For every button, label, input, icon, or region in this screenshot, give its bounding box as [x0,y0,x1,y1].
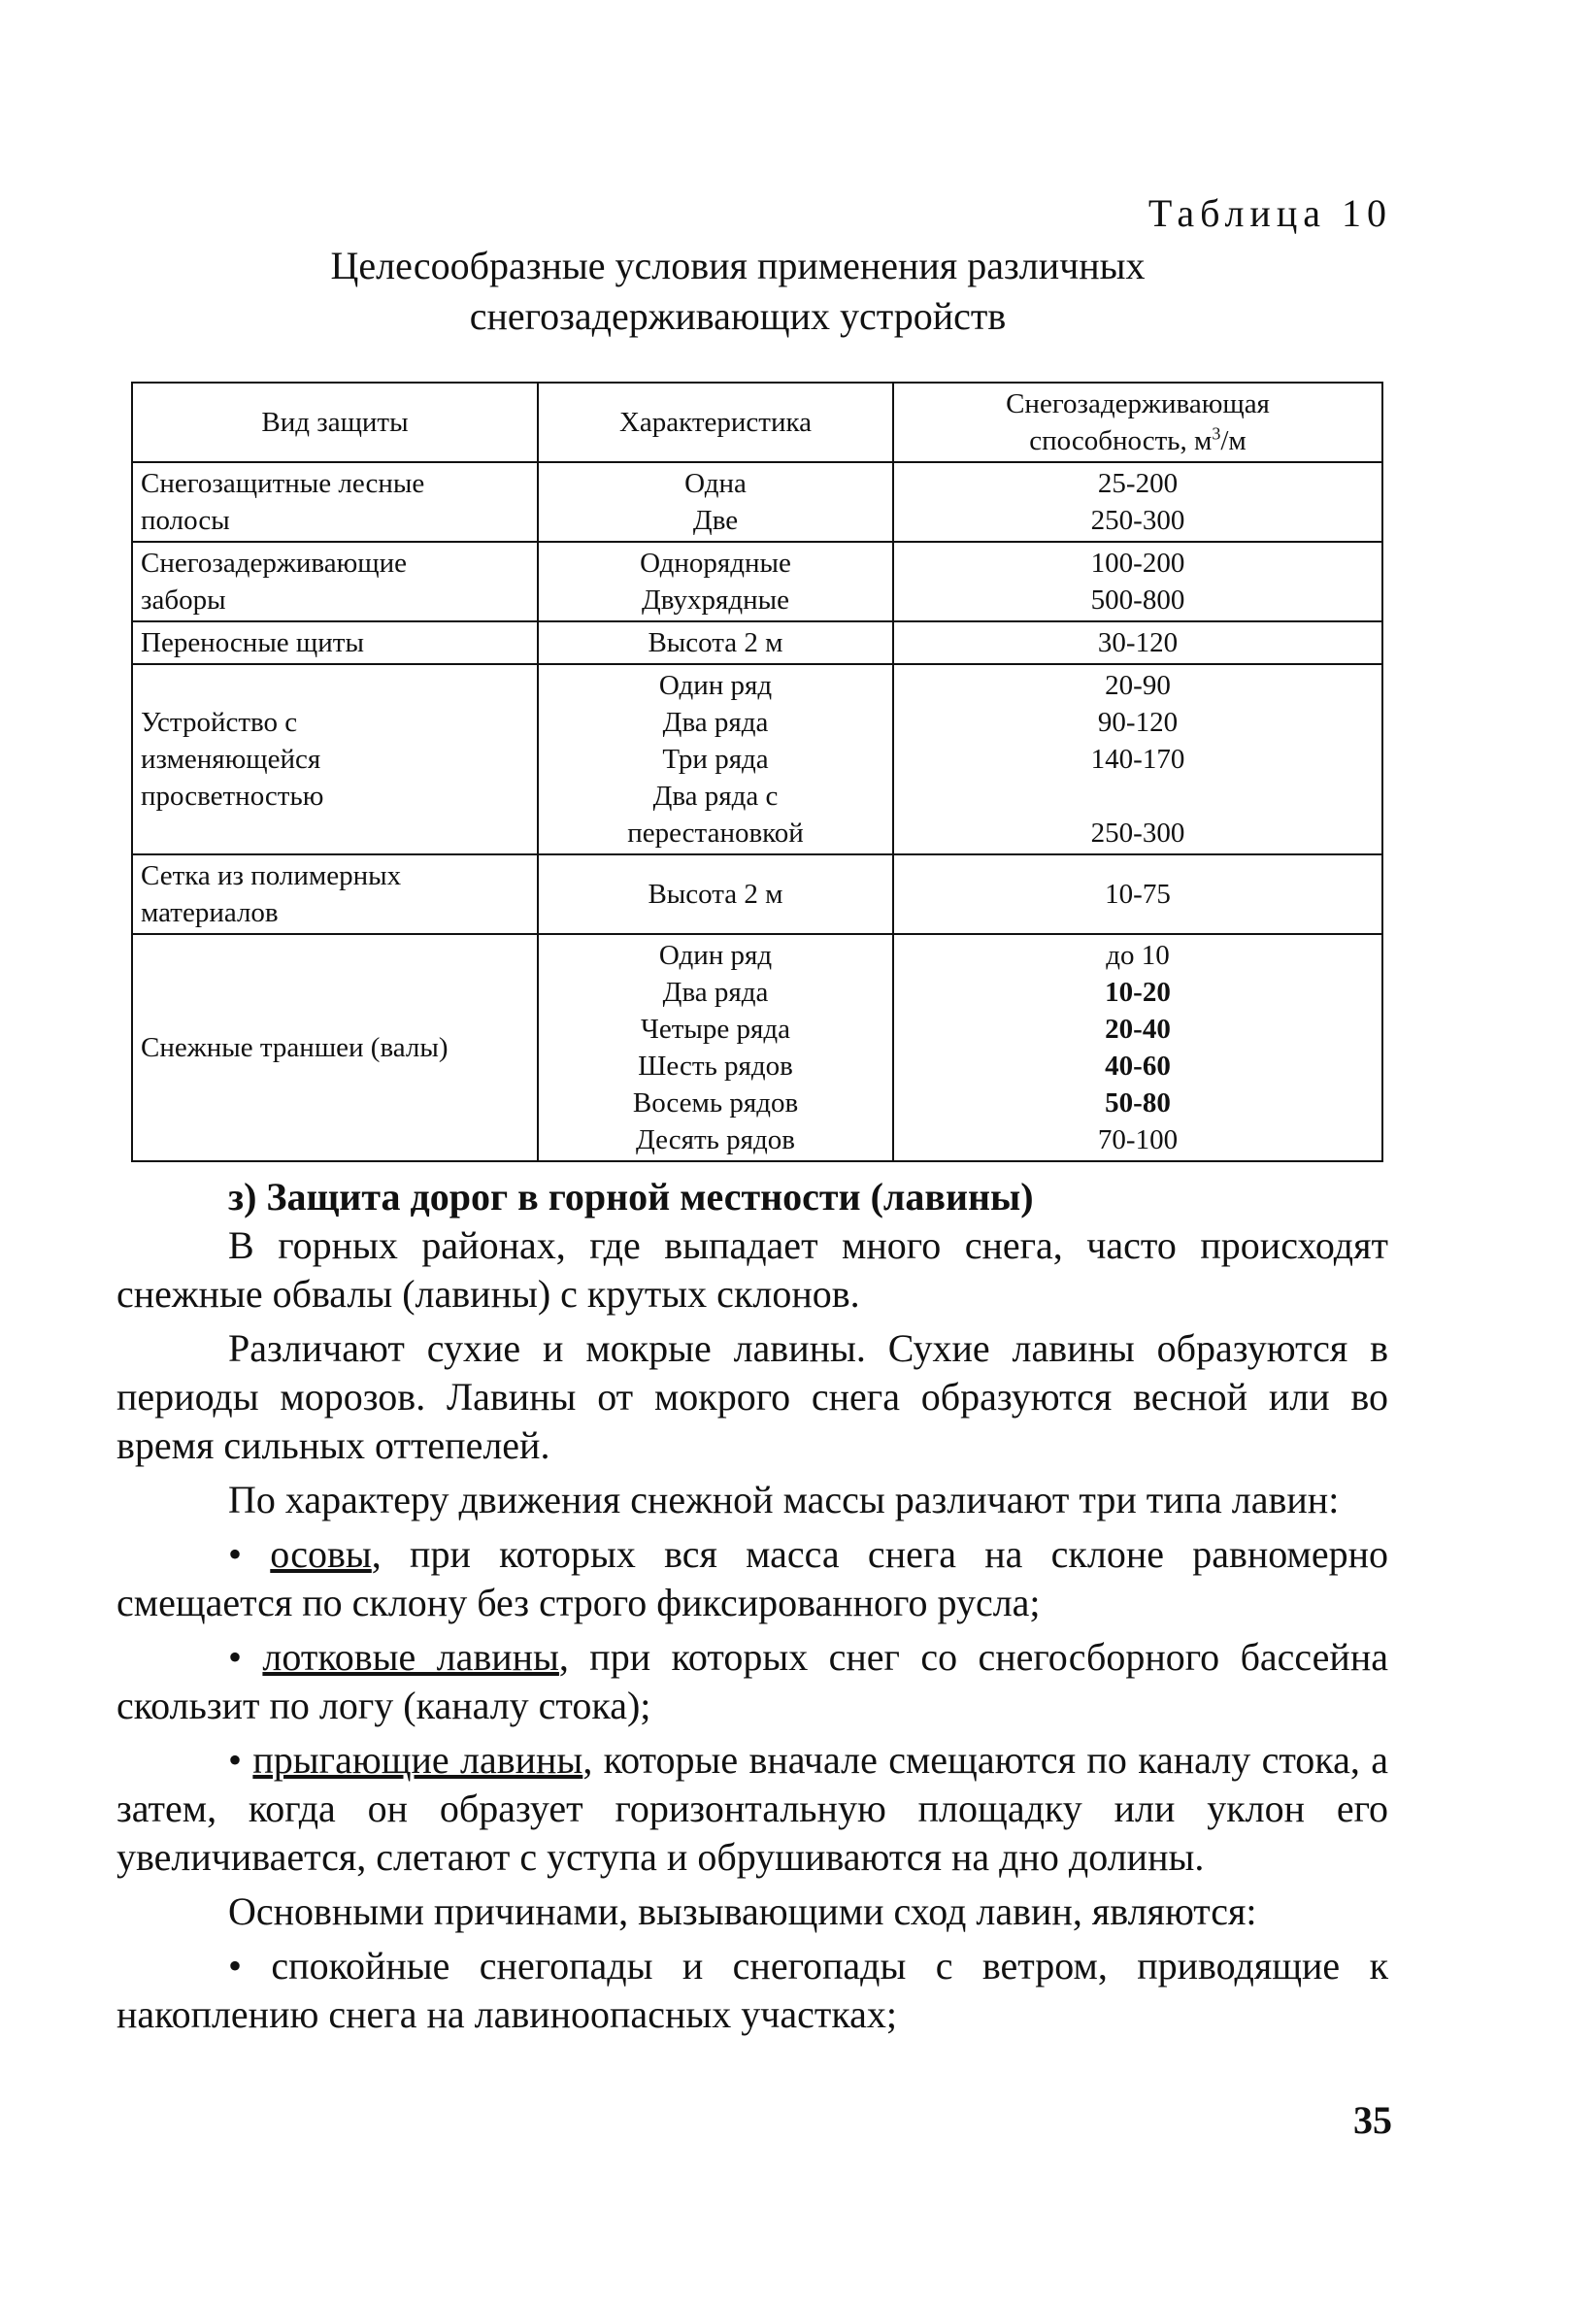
cell-capacity-line [902,778,1374,815]
cell-capacity-line: 10-75 [1105,879,1171,910]
bullet-text: , при которых вся масса снега на склоне равномерно смещается по склону без строго фиксированного русла; [116,1532,1389,1624]
cell-characteristic-line: Шесть рядов [638,1051,793,1082]
table-title-line: снегозадерживающих устройств [469,294,1007,338]
bullet-item [116,1942,1388,2039]
cell-protection-type-line: Сетка из полимерных [141,860,402,891]
cell-capacity [893,664,1382,854]
cell-characteristic-line: Два ряда [662,977,769,1008]
bullet-term: осовы [270,1532,372,1576]
cell-characteristic-line: Один ряд [658,940,773,971]
cell-characteristic [538,621,893,664]
cell-protection-type-line: изменяющейся [141,744,321,775]
cell-capacity-line: 25-200 [1097,468,1179,499]
cell-characteristic-line: Два ряда [662,707,769,738]
table-label: Таблица 10 [1147,191,1392,235]
cell-capacity-line: до 10 [1106,940,1170,971]
cell-characteristic [538,542,893,621]
cell-characteristic-line: Четыре ряда [641,1014,790,1045]
bullet-term: прыгающие лавины [252,1738,583,1782]
bullet-item [116,1633,1388,1730]
cell-characteristic-line: Два ряда с [652,781,779,812]
cell-protection-type [132,664,538,854]
cell-capacity-line: 500-800 [1090,585,1185,616]
table-header-row [132,383,1382,462]
cell-protection-type [132,621,538,664]
snow-retention-table [131,382,1383,1162]
cell-capacity-line: 30-120 [1097,627,1179,658]
cell-characteristic-line: Одна [684,468,747,499]
header-capacity [893,383,1382,462]
cell-protection-type-line: просветностью [141,781,324,812]
cell-characteristic-line: Однорядные [640,548,791,579]
cell-capacity-line: 100-200 [1090,548,1185,579]
table-row [132,542,1382,621]
cell-protection-type-line: заборы [141,585,226,616]
header-characteristic: Характеристика [538,383,893,462]
cell-protection-type-line: Снегозадерживающие [141,548,407,579]
table-row [132,934,1382,1161]
cell-protection-type-line: Снежные траншеи (валы) [141,1032,449,1063]
cell-characteristic [538,854,893,934]
cell-protection-type-line: Устройство с [141,707,298,738]
page-number: 35 [1353,2098,1392,2142]
cell-capacity [893,621,1382,664]
cell-characteristic [538,664,893,854]
cell-characteristic-line: Восемь рядов [632,1087,799,1119]
cell-protection-type [132,462,538,542]
cell-characteristic-line: Две [692,505,739,536]
cell-capacity-line: 70-100 [1097,1124,1179,1155]
table-row [132,854,1382,934]
bullet-text: , которые вначале смещаются по каналу стока, а затем, когда он образует горизонтальную площадку или уклон его увеличивается, слетают с уступа и обрушиваются на дно долины. [116,1738,1388,1879]
bullet-icon: • [228,1532,243,1576]
cell-capacity-line: 250-300 [1090,505,1185,536]
section-heading: з) Защита дорог в горной местности (лавины) [228,1175,1034,1219]
bullet-icon: • [228,1944,243,1988]
cell-capacity-line: 250-300 [1090,818,1185,849]
cell-characteristic-line: Двухрядные [642,585,789,616]
cell-capacity-line: 20-90 [1105,670,1171,701]
cell-protection-type [132,934,538,1161]
cell-capacity-line: 50-80 [1105,1087,1171,1119]
paragraph: По характеру движения снежной массы различают три типа лавин: [228,1478,1340,1521]
cell-capacity-line: 10-20 [1105,977,1171,1008]
cell-capacity [893,462,1382,542]
cell-capacity-line: 140-170 [1090,744,1185,775]
table-row [132,621,1382,664]
cell-capacity [893,542,1382,621]
cell-protection-type [132,854,538,934]
cell-protection-type [132,542,538,621]
table-row [132,462,1382,542]
bullet-text: , при которых снег со снегосборного бассейна скользит по логу (каналу стока); [116,1635,1388,1727]
cell-characteristic-line: Три ряда [662,744,769,775]
bullet-text: спокойные снегопады и снегопады с ветром, приводящие к накоплению снега на лавиноопасных участках; [116,1944,1389,2036]
cell-capacity-line: 20-40 [1105,1014,1171,1045]
cell-characteristic-line: Высота 2 м [648,879,783,910]
cell-characteristic-line: Один ряд [658,670,773,701]
paragraph: Основными причинами, вызывающими сход лавин, являются: [228,1889,1257,1933]
bullet-icon: • [228,1635,243,1679]
cell-capacity-line: 40-60 [1105,1051,1171,1082]
cell-capacity [893,854,1382,934]
bullet-term: лотковые лавины [262,1635,559,1679]
table-title [233,241,1243,342]
bullet-icon: • [228,1738,243,1782]
paragraph: В горных районах, где выпадает много снега, часто происходят снежные обвалы (лавины) с крутых склонов. [116,1223,1388,1316]
bullet-item [116,1736,1388,1882]
body-text [116,1173,1388,2045]
cell-protection-type-line: полосы [141,505,230,536]
paragraph: Различают сухие и мокрые лавины. Сухие лавины образуются в периоды морозов. Лавины от мокрого снега образуются весной или во время сильных оттепелей. [116,1326,1388,1467]
cell-characteristic [538,462,893,542]
header-protection-type: Вид защиты [132,383,538,462]
table-row [132,664,1382,854]
cell-protection-type-line: Снегозащитные лесные [141,468,425,499]
cell-characteristic-line: перестановкой [627,818,804,849]
cell-capacity-line: 90-120 [1097,707,1179,738]
cell-protection-type-line: материалов [141,897,279,928]
table-title-line: Целесообразные условия применения различных [330,244,1146,287]
header-capacity-unit: способность, $м^3/м$ [1029,423,1247,456]
cell-characteristic-line: Десять рядов [636,1124,795,1155]
bullet-item [116,1530,1388,1627]
cell-characteristic-line: Высота 2 м [648,627,783,658]
cell-capacity [893,934,1382,1161]
cell-protection-type-line: Переносные щиты [141,627,364,658]
cell-characteristic [538,934,893,1161]
header-capacity-line: Снегозадерживающая [1006,388,1270,419]
